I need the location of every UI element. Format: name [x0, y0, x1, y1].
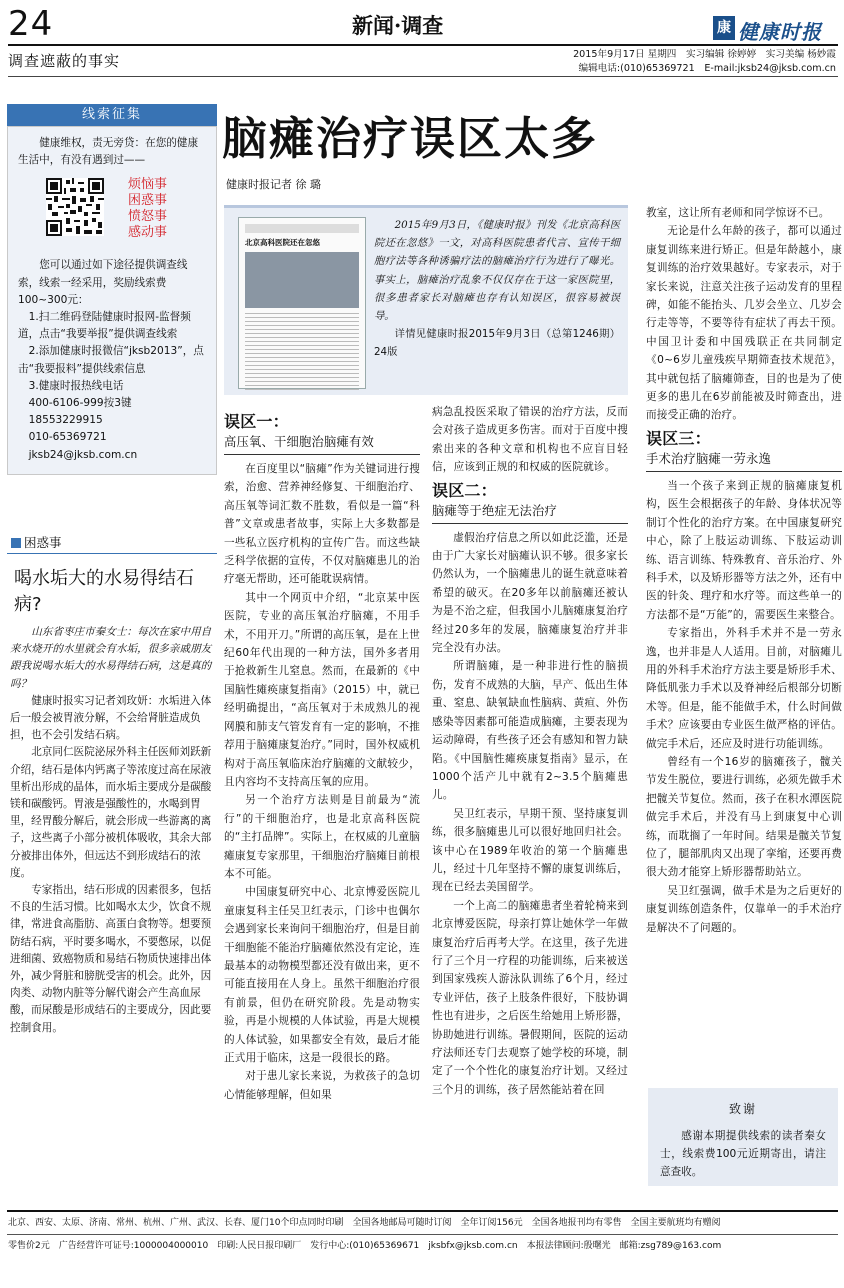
square-bullet-icon — [11, 538, 21, 548]
thanks-title: 致谢 — [728, 1102, 757, 1116]
clipping-title: 北京高科医院还在忽悠 — [245, 238, 320, 247]
answer-paragraph: 专家指出，结石形成的因素很多，包括不良的生活习惯。比如喝水太少，饮食不规律，常进食高脂肪、高蛋白食物等。想要预防结石病，平时要多喝水，不要憋尿，以促进细菌、致癌物质和易结石物质快速排出体外，减少肾脏和膀胱受害的机会。此外，因肉类、动物内脏等分解代谢会产生高血尿酸，而尿酸是形成结石的主要成分，因此要控制食用。 — [10, 884, 212, 1034]
section-1-subtitle: 高压氧、干细胞治脑瘫有效 — [224, 435, 374, 449]
article-column-2 — [432, 403, 628, 1099]
body-paragraph-continued: 教室，这让所有老师和同学惊讶不已。 — [646, 207, 830, 219]
hotline-mobile[interactable]: 18553229915 — [28, 414, 103, 427]
intro-box — [224, 205, 628, 395]
body-paragraph: 所谓脑瘫，是一种非进行性的脑损伤，发育不成熟的大脑，早产、低出生体重、窒息、缺氧缺血性脑病、黄疸、外伤感染等因素都可能造成脑瘫，主要表现为运动障碍，有些孩子还会有感知和智力缺陷。《中国脑性瘫痪康复指南》显示，在1000个活产儿中就有2~3.5个脑瘫患儿。 — [432, 660, 628, 802]
body-paragraph: 专家指出，外科手术并不是一劳永逸，也并非是人人适用。目前，对脑瘫儿用的外科手术治疗方法主要是矫形手术、降低肌张力手术以及脊神经后根部分切断术等。但是，能不能做手术，什么时间做手术？应该要由专业医生做严格的评估。做完手术后，还应及时进行功能训练。 — [646, 627, 842, 750]
answer-paragraph: 北京同仁医院泌尿外科主任医师刘跃新介绍，结石是体内钙离子等浓度过高在尿液里析出形成的晶体，而水垢主要成分是碳酸镁和碳酸钙。胃液是强酸性的，水喝到胃里，经胃酸分解后，就会形成一些游离的离子，这些离子小部分被机体吸收，其余大部分被排出体外，但远达不到形成结石的浓度。 — [10, 746, 212, 879]
logo-name: 健康时报 — [738, 20, 822, 44]
section-2-subtitle: 脑瘫等于绝症无法治疗 — [432, 503, 557, 518]
hotline-landline[interactable]: 010-65369721 — [28, 431, 107, 444]
intro-lead: 2015年9月3日，《健康时报》刊发《北京高科医院还在忽悠》一文，对高科医院患者代言、宣传干细胞疗法等各种诱骗疗法的脑瘫治疗行为进行了曝光。事实上，脑瘫治疗乱象不仅仅存在于这一家医院里，很多患者家长对脑瘫也存有认知误区，很容易被误导。 — [374, 219, 620, 323]
editor-contact: 编辑电话:(010)65369721 E-mail:jksb24@jksb.com.cn — [578, 63, 836, 74]
logo-mark-icon: 康 — [713, 16, 735, 40]
answer-paragraph: 健康时报实习记者刘玫妍：水垢进入体后一般会被胃液分解，不会给肾脏造成负担，也不会引发结石病。 — [10, 694, 212, 742]
issue-meta: 2015年9月17日 星期四 实习编辑 徐婷婷 实习美编 杨妙霞 — [573, 49, 836, 60]
footer-rule — [7, 1234, 838, 1235]
body-paragraph: 无论是什么年龄的孩子，都可以通过康复训练来进行矫正。但是年龄越小，康复训练的治疗效果越好。专家表示，对于家长来说，注意关注孩子运动发育的里程碑，如能不能抬头、几岁会坐立、几岁会行走等等，不要等待有症状了再去干预。中国卫计委和中国残联正在共同制定《0~6岁儿童残疾早期筛查技术规范》，其中就包括了脑瘫筛查，目的也是为了使更多的患儿在6岁前能被及时筛查出，进而接受正确的治疗。 — [646, 225, 842, 422]
intro-reference: 详情见健康时报2015年9月3日（总第1246期）24版 — [374, 328, 620, 359]
article-column-3 — [646, 204, 842, 937]
category-item: 烦恼事 — [128, 177, 168, 193]
section-rule — [224, 454, 420, 455]
article-column-1 — [224, 412, 420, 1104]
tipoff-method: 1.扫二维码登陆健康时报网-监督频道，点击“我要举报”提供调查线索 — [18, 311, 191, 341]
thanks-body: 感谢本期提供线索的读者秦女士，线索费100元近期寄出，请注意查收。 — [660, 1130, 826, 1178]
category-item: 愤怒事 — [128, 209, 168, 225]
qr-code-icon[interactable] — [46, 177, 104, 237]
body-paragraph: 中国康复研究中心、北京博爱医院儿童康复科主任吴卫红表示，门诊中也偶尔会遇到家长来询问干细胞治疗，但是目前干细胞能不能治疗脑瘫依然没有定论，连最基本的动物模型都还没有做出来，更不可能直接用在人身上。虽然干细胞治疗很有前景，但仍在研究阶段。先是动物实验，再是小规模的人体试验，再是大规模的人体试验，如果都安全有效，最后才能正式用于临床，这是一段很长的路。 — [224, 886, 420, 1064]
trouble-tag — [7, 534, 217, 554]
body-paragraph: 其中一个网页中介绍，“北京某中医医院，专业的高压氧治疗脑瘫，不用手术，不用开刀。”所谓的高压氧，是在上世纪60年代出现的一种方法，国外多者用于抢救新生儿窒息。然而，在最新的《中国脑性瘫痪康复指南》（2015）中，就已经明确提出，“高压氧对于未成熟儿的视网膜和肺支气管发育有一定的影响，不推荐用于脑瘫康复治疗。”同时，国外权威机构对于高压氧临床治疗脑瘫的文献较少，且内容均不支持高压氧的应用。 — [224, 591, 420, 788]
body-paragraph: 吴卫红强调，做手术是为之后更好的康复训练创造条件，仅靠单一的手术治疗是解决不了问题的。 — [646, 884, 842, 934]
section-2-title: 误区二： — [432, 480, 497, 500]
category-item: 困惑事 — [128, 193, 168, 209]
body-paragraph: 曾经有一个16岁的脑瘫孩子，髋关节发生脱位，要进行训练，必须先做手术把髋关节复位。然而，孩子在积水潭医院做完手术后，并没有马上到康复中心训练，而耽搁了一年时间。结果是髋关节复位了，腿部肌肉又出现了挛缩，还要再费很大劲才能穿上矫形器帮助站立。 — [646, 755, 842, 879]
section-rule — [432, 523, 628, 524]
body-paragraph-continued: 病急乱投医采取了错误的治疗方法，反而会对孩子造成更多伤害。而对于百度中搜索出来的各种文章和机构也不应盲目轻信，应该到正规的和权威的医院就诊。 — [432, 406, 628, 474]
body-paragraph: 吴卫红表示，早期干预、坚持康复训练，很多脑瘫患儿可以很好地回归社会。该中心在1989年收治的第一个脑瘫患儿，经过十几年坚持不懈的康复训练后，现在已经去美国留学。 — [432, 807, 628, 894]
thanks-box — [648, 1088, 838, 1186]
tipoff-box — [7, 126, 217, 475]
body-paragraph: 当一个孩子来到正规的脑瘫康复机构，医生会根据孩子的年龄、身体状况等制订个性化的治疗方案。在中国康复研究中心，除了上肢运动训练、下肢运动训练、语言训练、特殊教育、音乐治疗、外科手术，以及矫形器等方法之外，还有中医的针灸、理疗和水疗等。而这些单一的方法都不是“万能”的，需要医生来整合。 — [646, 479, 842, 621]
page-number: 24 — [8, 4, 54, 44]
trouble-body — [10, 624, 214, 1037]
section-3-title: 误区三： — [646, 428, 711, 448]
column-name: 调查遮蔽的事实 — [8, 52, 121, 70]
intro-text — [374, 216, 620, 362]
article-headline: 脑瘫治疗误区太多 — [222, 112, 599, 165]
hotline-phone[interactable]: 400-6106-999按3键 — [28, 397, 132, 410]
sub-rule — [8, 76, 838, 77]
distribution-info: 北京、西安、太原、济南、常州、杭州、广州、武汉、长春、厦门10个印点同时印刷 全国各地邮局可随时订阅 全年订阅156元 全国各地报刊均有零售 全国主要航班均有赠阅 — [8, 1218, 721, 1228]
tipoff-categories — [128, 177, 167, 241]
body-paragraph: 另一个治疗方法则是目前最为“流行”的干细胞治疗，也是北京高科医院的“主打品牌”。实际上，在权威的儿童脑瘫康复专家那里，干细胞治疗脑瘫目前根本不可能。 — [224, 794, 420, 880]
qr-block — [18, 177, 208, 249]
section-rule — [646, 471, 842, 472]
tipoff-method: 3.健康时报热线电话 — [28, 379, 124, 392]
tipoff-call: 您可以通过如下途径提供调查线索，线索一经采用，奖励线索费100~300元： — [18, 259, 188, 306]
section-1-title: 误区一： — [224, 412, 289, 431]
body-paragraph: 在百度里以“脑瘫”作为关键词进行搜索，治愈、营养神经修复、干细胞治疗、高压氧等词汇数不胜数，看似是一篇“科普”文章或患者故事，实际上大多数都是一些私立医疗机构的宣传广告。而这些缺乏科学依据的宣传，不仅对脑瘫患儿的治疗毫无帮助，还可能耽误病情。 — [224, 463, 420, 586]
trouble-title: 喝水垢大的水易得结石病? — [14, 568, 194, 615]
article-byline: 健康时报记者 徐 璐 — [226, 178, 321, 191]
section-3-subtitle: 手术治疗脑瘫一劳永逸 — [646, 451, 771, 466]
trouble-tag-label: 困惑事 — [24, 535, 62, 550]
section-title: 新闻·调查 — [352, 13, 444, 38]
body-paragraph: 一个上高二的脑瘫患者坐着轮椅来到北京博爱医院，母亲打算让她休学一年做康复治疗后再考大学。在这里，孩子先进行了三个月一疗程的功能训练，后来被送到国家残疾人游泳队训练了6个月，经过专业评估，孩子上肢条件很好，下肢协调性也有进步，之后医生给她用上矫形器，协助她进行训练。暑假期间，医院的运动疗法师还专门去观察了她学校的环境，制定了一个个性化的康复治疗计划。又经过三个月的训练，孩子居然能站着在回 — [432, 899, 628, 1096]
body-paragraph: 对于患儿家长来说，为救孩子的急切心情能够理解，但如果 — [224, 1070, 420, 1101]
tipoff-method: 2.添加健康时报微信“jksb2013”，点击“我要报料”提供线索信息 — [18, 345, 204, 375]
reader-question: 山东省枣庄市秦女士：每次在家中用自来水烧开的水里就会有水垢，很多亲戚朋友跟我说喝水垢大的水易得结石病，这是真的吗？ — [10, 626, 212, 690]
tipoff-intro: 健康维权，责无旁贷：在您的健康生活中，有没有遇到过—— — [18, 137, 199, 167]
tipoff-panel — [7, 104, 217, 475]
category-item: 感动事 — [128, 225, 168, 241]
publisher-info: 零售价2元 广告经营许可证号:1000004000010 印刷:人民日报印刷厂 发行中心:(010)65369671 jksbfx@jksb.com.cn 本报法律顾问:殷曙光 邮箱:zsg789@163.com — [8, 1241, 722, 1251]
previous-issue-clipping — [238, 217, 366, 389]
body-paragraph: 虚假治疗信息之所以如此泛滥，还是由于广大家长对脑瘫认识不够。很多家长仍然认为，一个脑瘫患儿的诞生就意味着希望的破灭。在20多年以前脑瘫还被认为是不治之症，但我国小儿脑瘫康复治疗经过20多年的发展，脑瘫康复治疗并非完全没有办法。 — [432, 531, 628, 655]
hotline-email[interactable]: jksb24@jksb.com.cn — [28, 448, 138, 461]
trouble-rule — [7, 553, 217, 554]
tipoff-header: 线索征集 — [7, 104, 217, 126]
hotline-list — [18, 395, 208, 464]
footer-rule — [7, 1210, 838, 1212]
newspaper-logo — [713, 16, 837, 43]
